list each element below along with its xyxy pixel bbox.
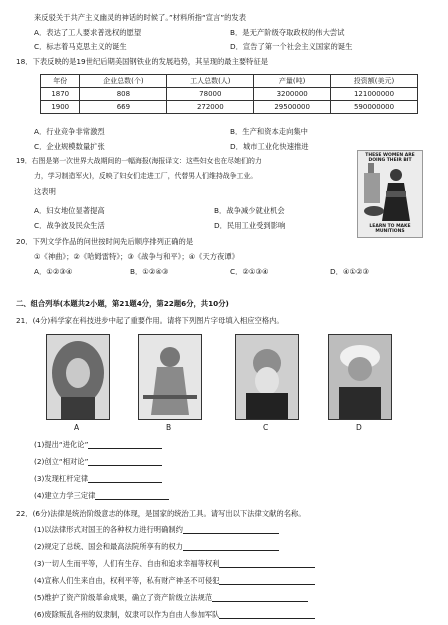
q17-option-a[interactable]: A．表达了工人要求普选权的愿望 [34, 28, 142, 37]
q19-stem-line2: 力，学习制造军火)，反映了妇女们走进工厂，代替男人们维持战争工业。 [34, 172, 258, 180]
table-header-cell: 企业总数(个) [80, 75, 167, 88]
portrait-d [328, 334, 392, 420]
table-cell: 1900 [41, 101, 80, 114]
table-cell: 808 [80, 88, 167, 101]
q19-stem-line1: 19．右图是第一次世界大战期间的一幅海报(海报译文：这些妇女也在尽她们的力 [16, 157, 262, 165]
answer-blank[interactable] [212, 594, 308, 602]
table-header-cell: 投资额(美元) [331, 75, 418, 88]
answer-blank[interactable] [219, 560, 315, 568]
q21-item-text: (3)发现杠杆定律 [34, 474, 89, 483]
q22-item-4 [34, 576, 315, 585]
q20-option-a[interactable]: A．①②③④ [34, 267, 73, 276]
q22-item-text: (3)一切人生而平等，人们有生存、自由和追求幸福等权利 [34, 559, 220, 568]
q21-item-text: (2)创立“相对论” [34, 457, 89, 466]
table-row [41, 101, 418, 114]
q19-stem-line3: 这表明 [34, 187, 56, 196]
q22-item-text: (1)以法律形式对国王的各种权力进行明确制约 [34, 525, 183, 534]
q17-option-b[interactable]: B．是无产阶级夺取政权的伟大尝试 [230, 28, 345, 37]
table-cell: 272000 [167, 101, 254, 114]
portrait-label-c: C [263, 423, 269, 432]
q20-option-b[interactable]: B．①②④③ [130, 267, 169, 276]
q19-option-d[interactable]: D．民用工业受到影响 [214, 221, 286, 230]
q21-item-text: (4)建立力学三定律 [34, 491, 96, 500]
q22-item-text: (2)规定了总统、国会和最高法院所享有的权力 [34, 542, 183, 551]
table-cell: 590000000 [331, 101, 418, 114]
table-cell: 29500000 [254, 101, 331, 114]
poster-title: THESE WOMEN ARE DOING THEIR BIT [365, 153, 415, 163]
q19-option-a[interactable]: A．妇女地位显著提高 [34, 206, 105, 215]
portrait-label-b: B [166, 423, 172, 432]
q22-item-3 [34, 559, 315, 568]
section-two-heading: 二、组合列举(本题共2小题，第21题4分，第22题6分，共10分) [16, 299, 229, 308]
q22-item-6 [34, 610, 315, 619]
q20-option-d[interactable]: D．④①②③ [330, 267, 370, 276]
q18-option-b[interactable]: B．生产和资本走向集中 [230, 127, 308, 136]
answer-blank[interactable] [183, 526, 279, 534]
q20-works: ①《神曲》；②《哈姆雷特》；③《战争与和平》；④《天方夜谭》 [34, 252, 239, 261]
q18-option-a[interactable]: A．行业竞争非常激烈 [34, 127, 105, 136]
portrait-b [138, 334, 202, 420]
q17-option-d[interactable]: D．宣告了第一个社会主义国家的诞生 [230, 42, 353, 51]
answer-blank[interactable] [88, 441, 162, 449]
q17-option-c[interactable]: C．标志着马克思主义的诞生 [34, 42, 127, 51]
q22-item-2 [34, 542, 279, 551]
table-cell: 78000 [167, 88, 254, 101]
q21-item-3 [34, 474, 162, 483]
portrait-c [235, 334, 299, 420]
q18-stem: 18．下表反映的是19世纪后期美国钢铁业的发展趋势，其呈现的最主要特征是 [16, 57, 269, 66]
q21-item-4 [34, 491, 169, 500]
table-header-cell: 年份 [41, 75, 80, 88]
table-header-row [41, 75, 418, 88]
q18-option-c[interactable]: C．企业规模数量扩张 [34, 142, 105, 151]
q20-stem: 20．下列文学作品的问世按时间先后顺序排列正确的是 [16, 237, 194, 246]
answer-blank[interactable] [219, 611, 315, 619]
q22-stem: 22．(6分)法律是统治阶级意志的体现，是国家的统治工具。请写出以下法律文献的名称。 [16, 509, 306, 518]
answer-blank[interactable] [219, 577, 315, 585]
q22-item-5 [34, 593, 308, 602]
q17-stem-tail: 来反驳关于共产主义幽灵的神话的时候了。”材料所指“宣言”的发表 [34, 13, 247, 22]
q22-item-1 [34, 525, 279, 534]
ww1-poster-image [357, 150, 423, 238]
scientist-d-illustration [329, 335, 391, 419]
answer-blank[interactable] [183, 543, 279, 551]
table-cell: 1870 [41, 88, 80, 101]
q19-option-b[interactable]: B．战争减少就业机会 [214, 206, 285, 215]
q20-option-c[interactable]: C．②①③④ [230, 267, 269, 276]
table-cell: 669 [80, 101, 167, 114]
q18-steel-table [40, 74, 418, 114]
q21-item-1 [34, 440, 162, 449]
scientist-b-illustration [139, 335, 201, 419]
q21-item-text: (1)提出“进化论” [34, 440, 89, 449]
scientist-c-illustration [236, 335, 298, 419]
table-cell: 121000000 [331, 88, 418, 101]
q21-stem: 21．(4分)科学家在科技进步中起了重要作用。请将下列图片字母填入相应空格内。 [16, 316, 284, 325]
portrait-label-d: D [356, 423, 362, 432]
q21-item-2 [34, 457, 162, 466]
table-cell: 3200000 [254, 88, 331, 101]
scientist-a-illustration [47, 335, 109, 419]
answer-blank[interactable] [88, 458, 162, 466]
q22-item-text: (6)废除叛乱各州的奴隶制，奴隶可以作为自由人参加军队 [34, 610, 220, 619]
portrait-a [46, 334, 110, 420]
table-header-cell: 工人总数(人) [167, 75, 254, 88]
answer-blank[interactable] [95, 492, 169, 500]
q19-option-c[interactable]: C．战争波及民众生活 [34, 221, 105, 230]
table-row [41, 88, 418, 101]
q22-item-text: (4)宣称人们生来自由，权利平等，私有财产神圣不可侵犯 [34, 576, 220, 585]
poster-footer: LEARN TO MAKE MUNITIONS [369, 224, 411, 234]
q18-option-d[interactable]: D．城市工业化快速推进 [230, 142, 309, 151]
portrait-label-a: A [74, 423, 80, 432]
answer-blank[interactable] [88, 475, 162, 483]
q22-item-text: (5)维护了资产阶级革命成果，确立了资产阶级立法规范 [34, 593, 213, 602]
table-header-cell: 产量(吨) [254, 75, 331, 88]
